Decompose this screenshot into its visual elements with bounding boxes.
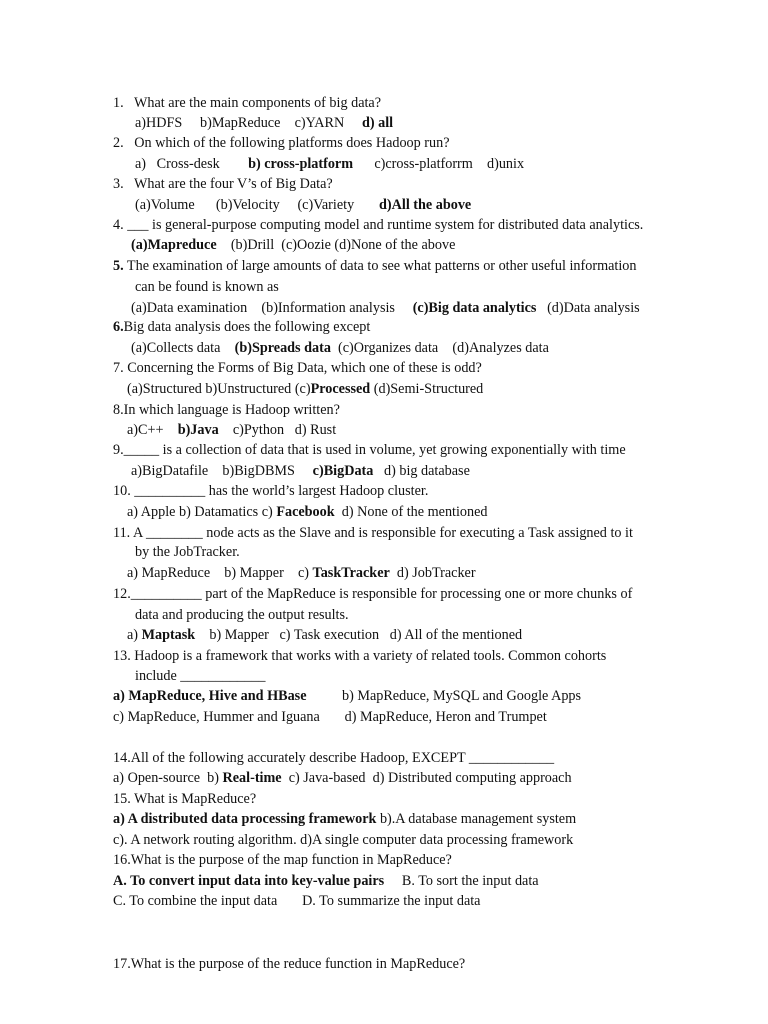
line-text: 9._____ is a collection of data that is used in volume, yet growing exponentially with time: [113, 442, 626, 458]
text-line: [135, 196, 471, 214]
text-line: [113, 359, 482, 377]
answer-text: (c)Big data analytics: [412, 300, 537, 316]
text-line: [131, 339, 549, 357]
line-text: 16.What is the purpose of the map function in MapReduce?: [113, 852, 452, 868]
line-text: 15. What is MapReduce?: [113, 791, 257, 807]
answer-text: (a)Mapreduce: [131, 237, 217, 253]
line-text: 1. What are the main components of big data?: [113, 95, 382, 111]
line-text: a)BigDatafile b)BigDBMS: [131, 463, 313, 479]
line-text: c). A network routing algorithm. d)A single computer data processing framework: [113, 832, 574, 848]
line-text: d) big database: [373, 463, 470, 479]
text-line: [135, 114, 393, 132]
line-text: C. To combine the input data D. To summarize the input data: [113, 893, 481, 909]
text-line: [113, 318, 370, 336]
line-text: 2. On which of the following platforms does Hadoop run?: [113, 135, 450, 151]
text-line: [113, 482, 428, 500]
answer-text: c)BigData: [312, 463, 374, 479]
answer-text: a) A distributed data processing framework: [113, 811, 377, 827]
line-text: b).A database management system: [376, 811, 577, 827]
text-line: [113, 585, 632, 603]
answer-text: Processed: [310, 381, 371, 397]
line-text: 14.All of the following accurately describe Hadoop, EXCEPT ____________: [113, 750, 555, 766]
line-text: Big data analysis does the following except: [123, 319, 371, 335]
line-text: (c)Organizes data (d)Analyzes data: [330, 340, 549, 356]
line-text: a)C++: [127, 422, 178, 438]
answer-text: b)Java: [177, 422, 219, 438]
text-line: [113, 769, 572, 787]
text-line: [113, 401, 340, 419]
answer-text: d) all: [361, 115, 394, 131]
line-text: by the JobTracker.: [135, 544, 240, 560]
text-line: [113, 647, 606, 665]
text-line: [135, 155, 524, 173]
text-line: [127, 380, 483, 398]
text-line: [127, 564, 476, 582]
line-text: a) MapReduce b) Mapper c): [127, 565, 313, 581]
line-text: b) Mapper c) Task execution d) All of the mentioned: [195, 627, 523, 643]
text-line: [113, 134, 450, 152]
text-line: [131, 236, 455, 254]
text-line: [113, 708, 547, 726]
text-line: [113, 749, 554, 767]
line-text: 8.In which language is Hadoop written?: [113, 402, 340, 418]
text-line: [113, 790, 256, 808]
line-text: The examination of large amounts of data to see what patterns or other useful information: [123, 258, 637, 274]
line-text: c) Java-based d) Distributed computing approach: [281, 770, 572, 786]
line-text: d) JobTracker: [389, 565, 476, 581]
text-line: [113, 872, 539, 890]
text-line: [135, 543, 240, 561]
text-line: [113, 892, 480, 910]
text-line: [135, 667, 265, 685]
answer-text: 6.: [113, 319, 124, 335]
line-text: a) Apple b) Datamatics c): [127, 504, 277, 520]
line-text: c) MapReduce, Hummer and Iguana d) MapReduce, Heron and Trumpet: [113, 709, 547, 725]
text-line: [113, 94, 381, 112]
line-text: (b)Drill (c)Oozie (d)None of the above: [216, 237, 456, 253]
text-line: [113, 257, 636, 275]
text-line: [127, 421, 336, 439]
line-text: (a)Collects data: [131, 340, 235, 356]
line-text: 3. What are the four V’s of Big Data?: [113, 176, 333, 192]
line-text: B. To sort the input data: [384, 873, 539, 889]
line-text: (d)Semi-Structured: [370, 381, 484, 397]
line-text: include ____________: [135, 668, 266, 684]
line-text: 10. __________ has the world’s largest Hadoop cluster.: [113, 483, 429, 499]
line-text: a): [127, 627, 142, 643]
answer-text: A. To convert input data into key-value pairs: [113, 873, 385, 889]
line-text: a) Cross-desk: [135, 156, 249, 172]
answer-text: Maptask: [141, 627, 196, 643]
line-text: (a)Structured b)Unstructured (c): [127, 381, 311, 397]
text-line: [135, 606, 349, 624]
line-text: a)HDFS b)MapReduce c)YARN: [135, 115, 362, 131]
line-text: c)Python d) Rust: [218, 422, 337, 438]
line-text: data and producing the output results.: [135, 607, 349, 623]
line-text: can be found is known as: [135, 279, 279, 295]
answer-text: TaskTracker: [312, 565, 390, 581]
text-line: [113, 216, 643, 234]
text-line: [113, 441, 626, 459]
line-text: b) MapReduce, MySQL and Google Apps: [306, 688, 582, 704]
line-text: 17.What is the purpose of the reduce function in MapReduce?: [113, 956, 466, 972]
text-line: [113, 831, 573, 849]
text-line: [135, 278, 279, 296]
answer-text: Facebook: [276, 504, 335, 520]
text-line: [113, 955, 465, 973]
text-line: [113, 810, 576, 828]
text-line: [113, 851, 452, 869]
line-text: a) Open-source b): [113, 770, 223, 786]
line-text: 13. Hadoop is a framework that works with a variety of related tools. Common cohorts: [113, 648, 607, 664]
text-line: [113, 524, 633, 542]
text-line: [127, 503, 488, 521]
line-text: (a)Volume (b)Velocity (c)Variety: [135, 197, 380, 213]
text-line: [131, 462, 470, 480]
answer-text: (b)Spreads data: [234, 340, 331, 356]
line-text: 7. Concerning the Forms of Big Data, which one of these is odd?: [113, 360, 482, 376]
line-text: c)cross-platforrm d)unix: [353, 156, 525, 172]
text-line: [127, 626, 522, 644]
line-text: (d)Data analysis: [536, 300, 640, 316]
text-line: [131, 299, 640, 317]
answer-text: b) cross-platform: [248, 156, 354, 172]
text-line: [113, 687, 581, 705]
answer-text: a) MapReduce, Hive and HBase: [113, 688, 307, 704]
answer-text: 5.: [113, 258, 124, 274]
line-text: 11. A ________ node acts as the Slave and is responsible for executing a Task assigned to it: [113, 525, 633, 541]
text-line: [113, 175, 333, 193]
answer-text: d)All the above: [379, 197, 472, 213]
line-text: (a)Data examination (b)Information analysis: [131, 300, 413, 316]
answer-text: Real-time: [222, 770, 282, 786]
line-text: 4. ___ is general-purpose computing model and runtime system for distributed data analytics.: [113, 217, 644, 233]
line-text: 12.__________ part of the MapReduce is responsible for processing one or more chunks of: [113, 586, 633, 602]
line-text: d) None of the mentioned: [334, 504, 488, 520]
